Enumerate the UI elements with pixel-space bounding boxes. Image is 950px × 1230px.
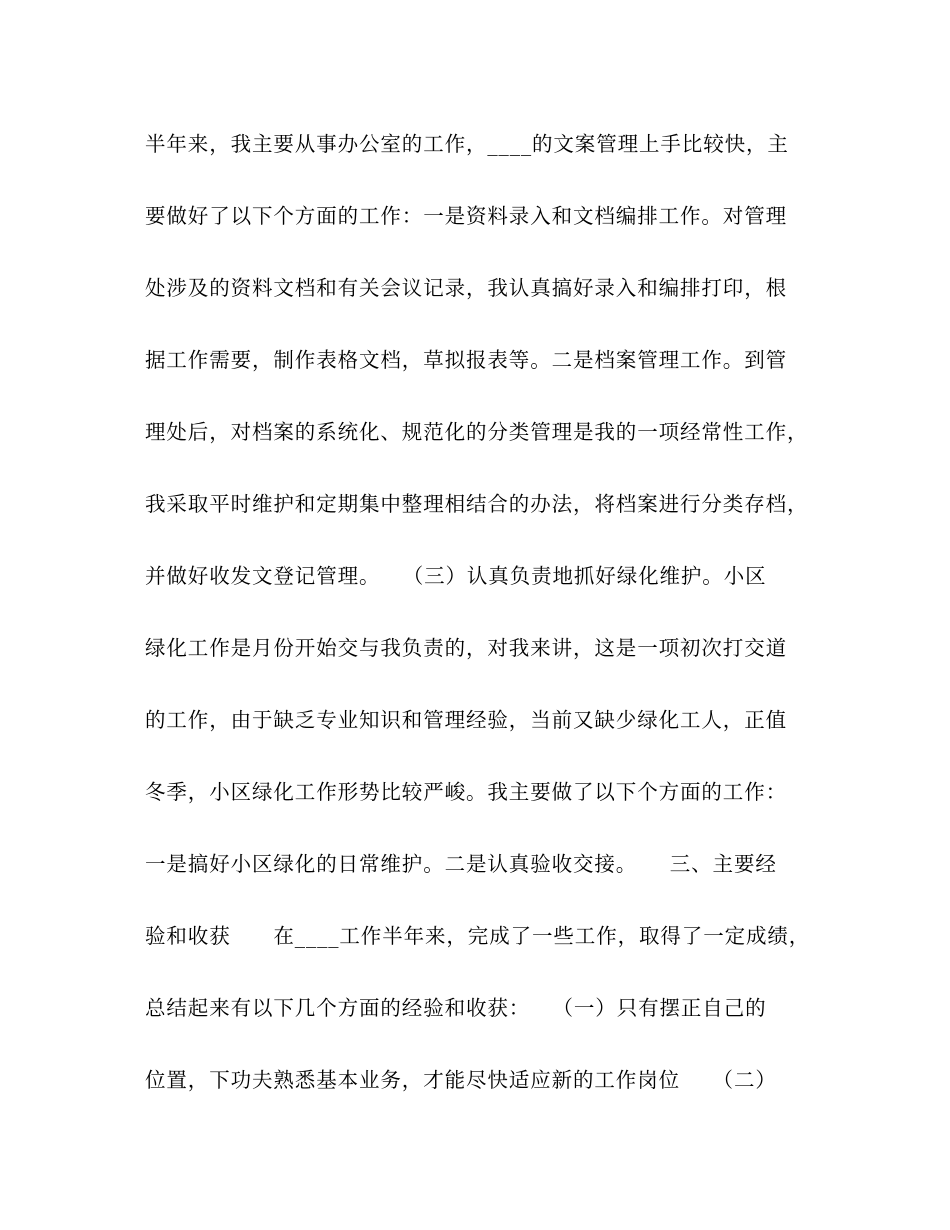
text-line-1: 半年来，我主要从事办公室的工作，____的文案管理上手比较快，主 xyxy=(145,132,789,156)
text-line-4: 据工作需要，制作表格文档，草拟报表等。二是档案管理工作。到管 xyxy=(145,348,787,372)
text-line-2: 要做好了以下个方面的工作：一是资料录入和文档编排工作。对管理 xyxy=(145,204,787,228)
text-line-8: 绿化工作是月份开始交与我负责的，对我来讲，这是一项初次打交道 xyxy=(145,636,787,660)
text-line-6: 我采取平时维护和定期集中整理相结合的办法，将档案进行分类存档， xyxy=(145,492,809,516)
text-line-11: 一是搞好小区绿化的日常维护。二是认真验收交接。 三、主要经 xyxy=(145,852,777,876)
body-text xyxy=(145,120,811,1128)
text-line-14: 位置，下功夫熟悉基本业务，才能尽快适应新的工作岗位 （二） xyxy=(145,1068,777,1092)
text-line-12: 验和收获 在____工作半年来，完成了一些工作，取得了一定成绩， xyxy=(145,924,811,948)
text-line-7: 并做好收发文登记管理。 （三）认真负责地抓好绿化维护。小区 xyxy=(145,564,767,588)
text-line-9: 的工作，由于缺乏专业知识和管理经验，当前又缺少绿化工人，正值 xyxy=(145,708,787,732)
text-line-13: 总结起来有以下几个方面的经验和收获： （一）只有摆正自己的 xyxy=(145,996,767,1020)
text-line-5: 理处后，对档案的系统化、规范化的分类管理是我的一项经常性工作， xyxy=(145,420,809,444)
text-line-10: 冬季，小区绿化工作形势比较严峻。我主要做了以下个方面的工作： xyxy=(145,780,787,804)
text-line-3: 处涉及的资料文档和有关会议记录，我认真搞好录入和编排打印，根 xyxy=(145,276,787,300)
